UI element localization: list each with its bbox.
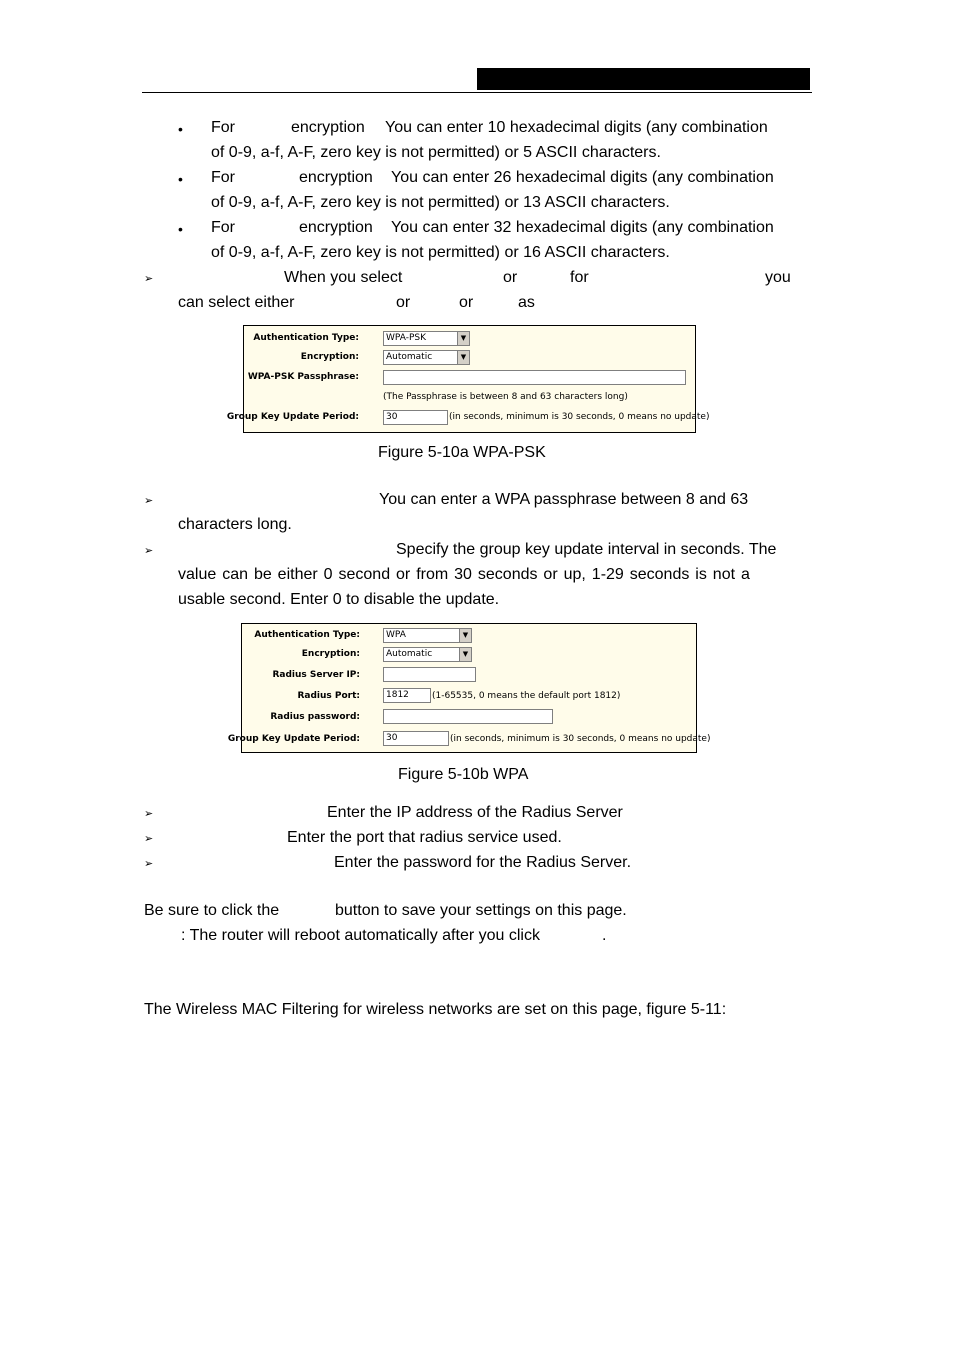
auth-type-value: WPA-PSK (386, 333, 426, 343)
bullet-2-line2: of 0-9, a-f, A-F, zero key is not permitted) or 13 ASCII characters. (211, 194, 670, 211)
auth-type-label: Authentication Type: (253, 333, 359, 343)
bullet-1-line2: of 0-9, a-f, A-F, zero key is not permitted) or 5 ASCII characters. (211, 144, 661, 161)
bullet-3-for: For (211, 219, 235, 236)
passphrase-label: WPA-PSK Passphrase: (247, 372, 359, 382)
encryption-value: Automatic (386, 352, 433, 362)
chevron-down-icon: ▼ (459, 648, 471, 661)
arrow-bullet-icon: ➢ (144, 273, 154, 285)
arrow-3-line2: value can be either 0 second or from 30 seconds or up, 1-29 seconds is not a (178, 566, 750, 583)
group-key-hint: (in seconds, minimum is 30 seconds, 0 means no update) (449, 412, 710, 422)
bullet-3-line2: of 0-9, a-f, A-F, zero key is not permitted) or 16 ASCII characters. (211, 244, 670, 261)
auth-type-select[interactable] (383, 628, 472, 643)
chevron-down-icon: ▼ (457, 332, 469, 345)
bullet-1-text: You can enter 10 hexadecimal digits (any combination (385, 119, 768, 136)
bullet-3-text: You can enter 32 hexadecimal digits (any combination (391, 219, 774, 236)
arrow-1-word4: you (765, 269, 791, 286)
mac-filter-intro: The Wireless MAC Filtering for wireless networks are set on this page, figure 5-11: (144, 1001, 727, 1018)
bullet-2-text: You can enter 26 hexadecimal digits (any combination (391, 169, 774, 186)
passphrase-input[interactable] (383, 370, 686, 385)
radius-port-input[interactable]: 1812 (383, 688, 431, 703)
auth-type-label: Authentication Type: (254, 630, 360, 640)
bullet-2-encryption: encryption (299, 169, 373, 186)
bullet-dot: • (178, 221, 183, 237)
group-key-label: Group Key Update Period: (226, 412, 359, 422)
arrow-bullet-icon: ➢ (144, 545, 154, 557)
arrow-1-line2c: or (459, 294, 474, 311)
chevron-down-icon: ▼ (457, 351, 469, 364)
radius-password-label: Radius password: (270, 712, 360, 722)
bullet-1-for: For (211, 119, 235, 136)
auth-type-select[interactable] (383, 331, 470, 346)
arrow-5-text: Enter the port that radius service used. (287, 829, 562, 846)
radius-port-label: Radius Port: (297, 691, 360, 701)
bullet-3-encryption: encryption (299, 219, 373, 236)
group-key-label: Group Key Update Period: (227, 734, 360, 744)
arrow-1-line2b: or (396, 294, 411, 311)
bullet-2-for: For (211, 169, 235, 186)
arrow-2-line1: You can enter a WPA passphrase between 8 and 63 (379, 491, 749, 508)
arrow-2-line2: characters long. (178, 516, 292, 533)
header-rule (142, 92, 812, 93)
chevron-down-icon: ▼ (459, 629, 471, 642)
bullet-1-encryption: encryption (291, 119, 365, 136)
save-text-b: button to save your settings on this page. (335, 902, 627, 919)
bullet-dot: • (178, 121, 183, 137)
note-text-a: : The router will reboot automatically after you click (181, 927, 540, 944)
encryption-label: Encryption: (301, 649, 360, 659)
arrow-bullet-icon: ➢ (144, 495, 154, 507)
radius-password-input[interactable] (383, 709, 553, 724)
arrow-1-word1: When you select (284, 269, 403, 286)
arrow-6-text: Enter the password for the Radius Server. (334, 854, 632, 871)
arrow-3-line1: Specify the group key update interval in seconds. The (396, 541, 777, 558)
arrow-bullet-icon: ➢ (144, 858, 154, 870)
radius-ip-label: Radius Server IP: (272, 670, 360, 680)
save-text-a: Be sure to click the (144, 902, 280, 919)
arrow-1-line2d: as (518, 294, 535, 311)
arrow-bullet-icon: ➢ (144, 833, 154, 845)
passphrase-hint: (The Passphrase is between 8 and 63 characters long) (383, 392, 628, 402)
arrow-1-line2a: can select either (178, 294, 295, 311)
arrow-bullet-icon: ➢ (144, 808, 154, 820)
encryption-select[interactable] (383, 647, 472, 662)
auth-type-value: WPA (386, 630, 406, 640)
header-bar (477, 68, 810, 90)
bullet-dot: • (178, 171, 183, 187)
arrow-1-word2: or (503, 269, 518, 286)
figure-caption-a: Figure 5-10a WPA-PSK (378, 444, 546, 461)
figure-wpa-panel (227, 623, 711, 753)
radius-ip-input[interactable] (383, 667, 476, 682)
arrow-3-line3: usable second. Enter 0 to disable the update. (178, 591, 500, 608)
figure-caption-b: Figure 5-10b WPA (398, 766, 529, 783)
group-key-input[interactable]: 30 (383, 410, 448, 425)
arrow-1-word3: for (570, 269, 589, 286)
encryption-value: Automatic (386, 649, 433, 659)
radius-port-hint: (1-65535, 0 means the default port 1812) (432, 691, 621, 701)
figure-wpa-psk-panel (226, 325, 710, 433)
arrow-4-text: Enter the IP address of the Radius Server (327, 804, 623, 821)
encryption-label: Encryption: (300, 352, 359, 362)
group-key-input[interactable]: 30 (383, 731, 449, 746)
group-key-hint: (in seconds, minimum is 30 seconds, 0 means no update) (450, 734, 711, 744)
encryption-select[interactable] (383, 350, 470, 365)
note-text-b: . (602, 927, 607, 944)
